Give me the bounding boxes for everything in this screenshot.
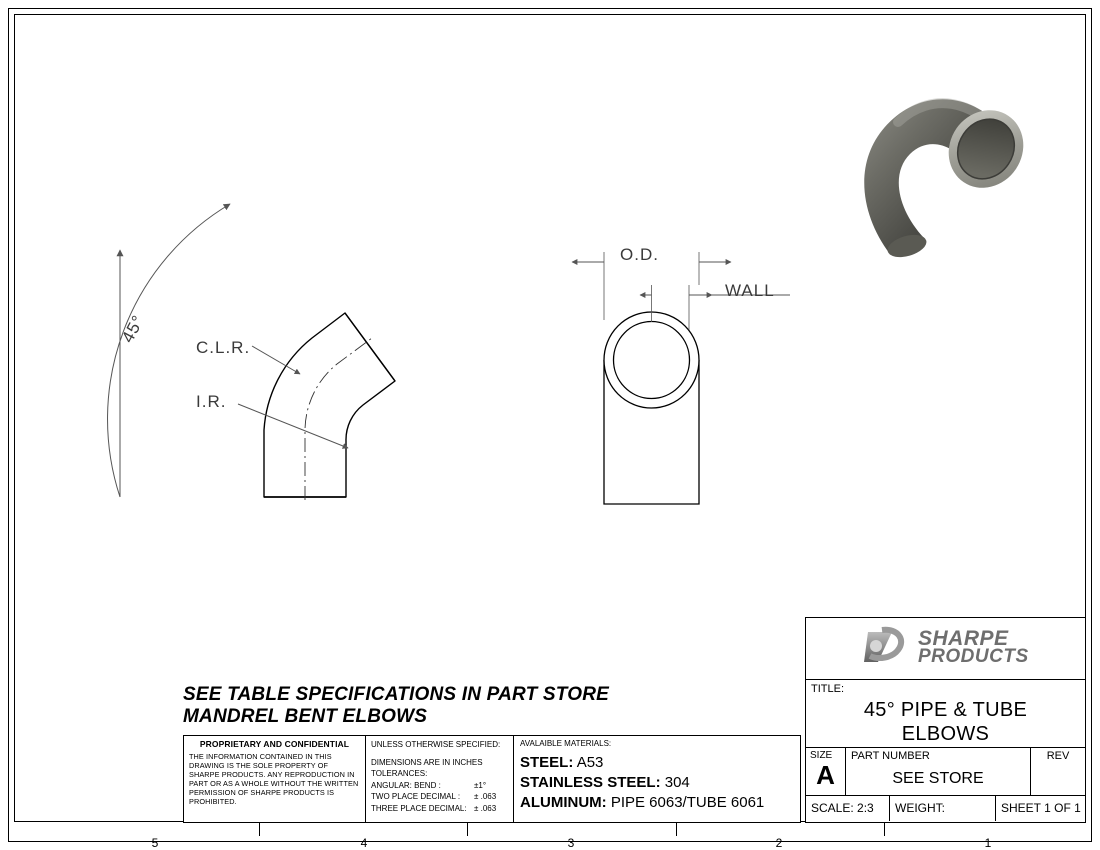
title-label: TITLE: xyxy=(811,683,845,695)
logo-brand-line1: SHARPE xyxy=(918,627,1009,650)
title-field xyxy=(806,680,1085,748)
material-label: STEEL: xyxy=(520,754,574,771)
zone-tick xyxy=(467,822,468,836)
zone-label-2: 2 xyxy=(775,836,783,850)
tolerance-row xyxy=(371,803,508,815)
proprietary-notice xyxy=(184,736,366,822)
ir-label: I.R. xyxy=(196,392,227,411)
zone-tick xyxy=(259,822,260,836)
material-row xyxy=(520,753,794,773)
company-logo xyxy=(806,618,1085,680)
title-block-footer xyxy=(806,796,1085,821)
tolerance-label: THREE PLACE DECIMAL: xyxy=(371,803,467,813)
tolerance-title: TOLERANCES: xyxy=(371,769,428,779)
size-field xyxy=(806,748,846,795)
zone-label-4: 4 xyxy=(360,836,368,850)
size-value: A xyxy=(816,760,835,790)
weight-field: WEIGHT: xyxy=(890,796,996,821)
part-number-label: PART NUMBER xyxy=(851,750,930,762)
tolerance-heading: UNLESS OTHERWISE SPECIFIED: xyxy=(371,740,501,749)
zone-label-3: 3 xyxy=(567,836,575,850)
size-label: SIZE xyxy=(810,750,833,761)
isometric-elbow-view xyxy=(828,62,1048,272)
rev-field xyxy=(1031,748,1085,795)
materials-section xyxy=(514,736,800,822)
clr-label: C.L.R. xyxy=(196,338,251,357)
tolerance-value: ± .063 xyxy=(474,792,497,802)
angle-dimension-label: 45° xyxy=(118,311,149,346)
material-label: STAINLESS STEEL: xyxy=(520,774,661,791)
wall-label: WALL xyxy=(725,281,775,300)
proprietary-body: THE INFORMATION CONTAINED IN THIS DRAWING IS THE SOLE PROPERTY OF SHARPE PRODUCTS. ANY REPRODUCTION IN PART OR AS A WHOLE WITHOUT THE WRITTEN PERMISSION OF SHARPE PRODUCTS IS PROHIBITED. xyxy=(189,752,359,807)
tolerance-units: DIMENSIONS ARE IN INCHES xyxy=(371,757,483,767)
material-value: 304 xyxy=(664,774,690,791)
zone-tick xyxy=(676,822,677,836)
materials-heading: AVALAIBLE MATERIALS: xyxy=(520,739,612,748)
scale-field: SCALE: 2:3 xyxy=(806,796,890,821)
material-value: PIPE 6063/TUBE 6061 xyxy=(610,794,765,811)
tolerance-row xyxy=(371,780,508,792)
title-block xyxy=(805,617,1086,823)
zone-label-5: 5 xyxy=(151,836,159,850)
tolerance-value: ± .063 xyxy=(474,803,497,813)
logo-brand-line2: PRODUCTS xyxy=(918,646,1029,667)
zone-label-1: 1 xyxy=(984,836,992,850)
material-label: ALUMINUM: xyxy=(520,794,607,811)
zone-tick xyxy=(884,822,885,836)
material-row xyxy=(520,773,794,793)
notes-line-2: MANDREL BENT ELBOWS xyxy=(183,706,428,727)
od-label: O.D. xyxy=(620,245,659,264)
proprietary-heading: PROPRIETARY AND CONFIDENTIAL xyxy=(199,739,350,749)
sheet-field: SHEET 1 OF 1 xyxy=(1001,801,1081,815)
title-value-line1: 45° PIPE & TUBE xyxy=(863,699,1028,721)
logo-text xyxy=(866,625,1081,673)
notes-line-1: SEE TABLE SPECIFICATIONS IN PART STORE xyxy=(183,684,609,705)
material-row xyxy=(520,793,794,813)
tolerance-value: ±1° xyxy=(474,780,487,790)
tolerance-row xyxy=(371,791,508,803)
part-number-field xyxy=(846,748,1031,795)
tolerance-section xyxy=(366,736,514,822)
tolerance-label: ANGULAR: BEND : xyxy=(371,780,441,790)
title-value xyxy=(806,698,1085,746)
material-value: A53 xyxy=(576,754,604,771)
title-value-line2: ELBOWS xyxy=(901,723,990,745)
specification-block xyxy=(183,735,801,823)
drawing-notes xyxy=(183,684,609,728)
part-number-row xyxy=(806,748,1085,796)
tolerance-label: TWO PLACE DECIMAL : xyxy=(371,792,461,802)
rev-label: REV xyxy=(1046,750,1070,762)
part-number-value: SEE STORE xyxy=(892,770,984,787)
